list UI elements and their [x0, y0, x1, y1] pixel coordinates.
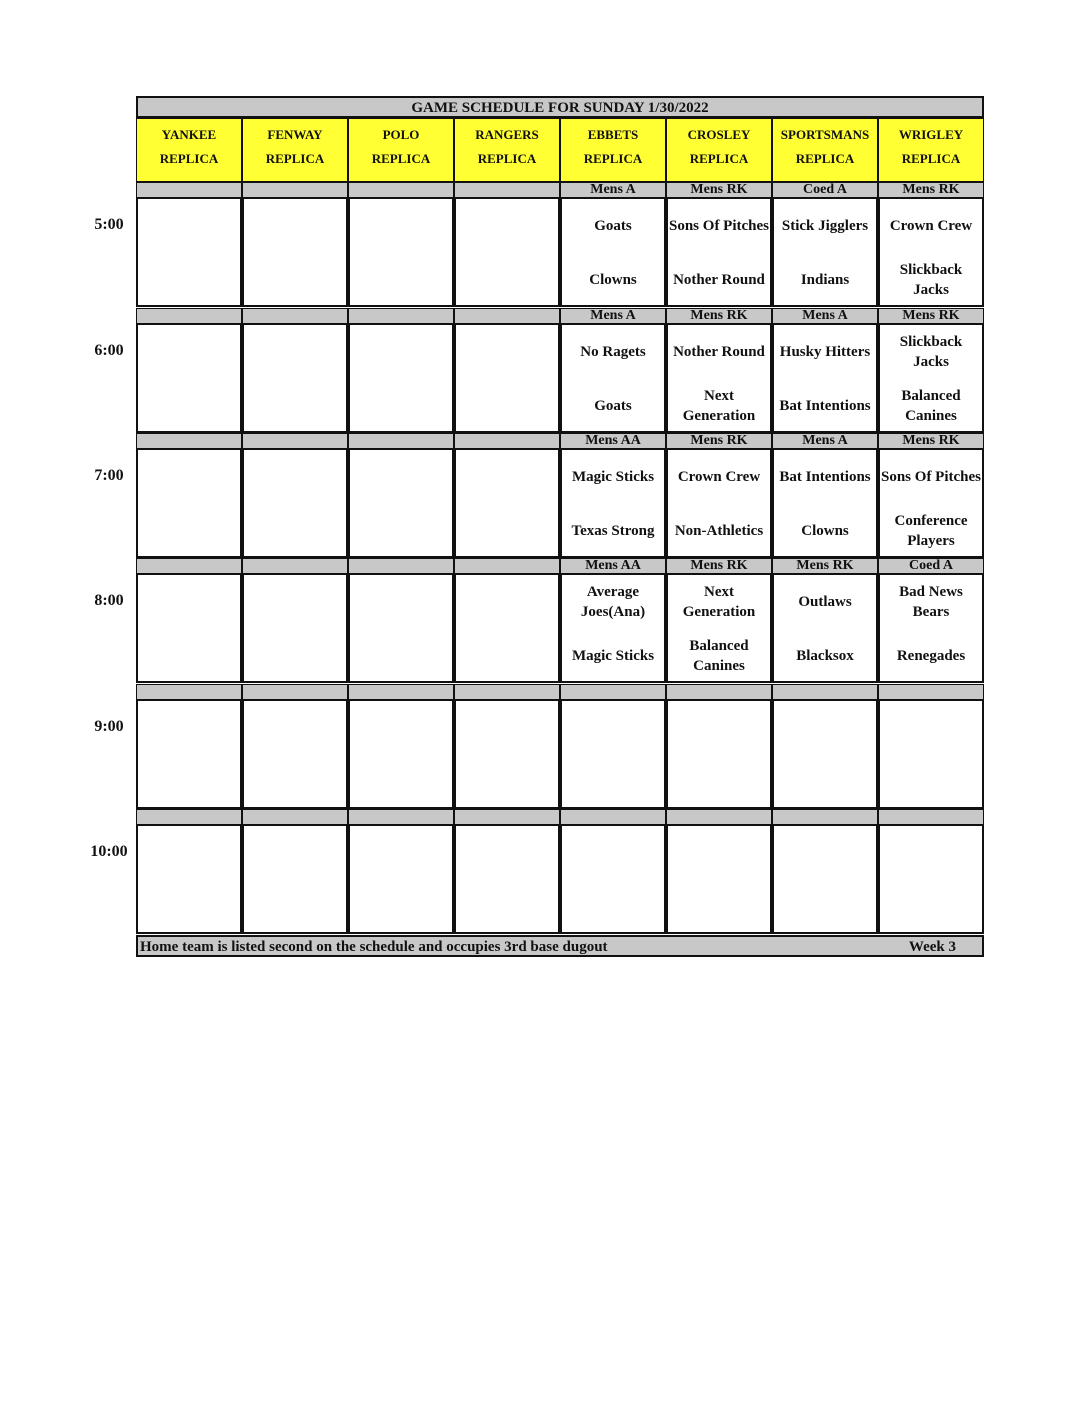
division-label [454, 308, 560, 324]
game-cell [348, 573, 454, 683]
time-label: 9:00 [94, 718, 124, 735]
game-cell [878, 197, 984, 307]
game-cell [348, 699, 454, 809]
field-name: CROSLEY [687, 127, 751, 142]
division-label [348, 182, 454, 198]
division-label [666, 809, 772, 825]
field-header [348, 118, 454, 182]
game-cell [242, 197, 348, 307]
field-subtitle: REPLICA [689, 151, 749, 166]
field-subtitle: REPLICA [371, 151, 431, 166]
schedule-title: GAME SCHEDULE FOR SUNDAY 1/30/2022 [136, 96, 984, 118]
division-label [242, 558, 348, 574]
footer-note: Home team is listed second on the schedule and occupies 3rd base dugout [140, 939, 608, 955]
game-cell [560, 699, 666, 809]
game-cell [560, 448, 666, 558]
away-team: Bad News Bears [899, 584, 963, 620]
field-subtitle: REPLICA [159, 151, 219, 166]
away-team: Outlaws [798, 594, 852, 610]
game-cell [772, 323, 878, 433]
game-cell [878, 448, 984, 558]
division-label: Mens RK [878, 433, 984, 449]
game-cell [242, 824, 348, 934]
game-cell [136, 197, 242, 307]
away-team: Crown Crew [677, 469, 761, 485]
time-label: 10:00 [90, 843, 128, 860]
division-label: Mens A [560, 308, 666, 324]
game-cell [666, 699, 772, 809]
division-label [348, 558, 454, 574]
division-label [242, 684, 348, 700]
division-label: Mens RK [772, 558, 878, 574]
home-team: Non-Athletics [674, 523, 764, 539]
field-subtitle: REPLICA [901, 151, 961, 166]
away-team: Average Joes(Ana) [580, 584, 646, 620]
division-label: Mens RK [666, 558, 772, 574]
division-label: Mens RK [666, 308, 772, 324]
division-label: Mens A [560, 182, 666, 198]
division-label [666, 684, 772, 700]
game-cell [878, 323, 984, 433]
home-team: Slickback Jacks [899, 262, 963, 298]
home-team: Clowns [589, 272, 637, 288]
division-label: Mens A [772, 308, 878, 324]
game-cell [348, 448, 454, 558]
home-team: Balanced Canines [901, 388, 961, 424]
division-label [348, 433, 454, 449]
division-label [242, 182, 348, 198]
game-cell [136, 573, 242, 683]
game-cell [666, 824, 772, 934]
field-name: WRIGLEY [898, 127, 964, 142]
time-label: 6:00 [94, 342, 124, 359]
game-cell [454, 824, 560, 934]
division-label [560, 684, 666, 700]
game-cell [348, 197, 454, 307]
game-cell [772, 699, 878, 809]
field-header [560, 118, 666, 182]
home-team: Nother Round [673, 272, 765, 288]
division-label: Coed A [772, 182, 878, 198]
division-label [454, 684, 560, 700]
field-name: POLO [382, 127, 420, 142]
field-header [878, 118, 984, 182]
away-team: Crown Crew [889, 218, 973, 234]
away-team: Nother Round [673, 344, 765, 360]
field-name: YANKEE [161, 127, 217, 142]
division-label: Mens RK [878, 182, 984, 198]
division-label [348, 684, 454, 700]
game-cell [772, 573, 878, 683]
division-label [454, 809, 560, 825]
game-cell [666, 448, 772, 558]
game-cell [136, 448, 242, 558]
game-cell [878, 699, 984, 809]
game-cell [454, 323, 560, 433]
division-label [772, 809, 878, 825]
home-team: Magic Sticks [571, 648, 655, 664]
field-name: EBBETS [587, 127, 639, 142]
away-team: No Ragets [580, 344, 646, 360]
away-team: Sons Of Pitches [881, 469, 982, 485]
home-team: Next Generation [682, 388, 756, 424]
game-cell [560, 197, 666, 307]
field-subtitle: REPLICA [795, 151, 855, 166]
game-cell [666, 197, 772, 307]
division-label: Mens RK [666, 433, 772, 449]
division-label [136, 809, 242, 825]
division-label [878, 684, 984, 700]
field-name: FENWAY [267, 127, 323, 142]
division-label [878, 809, 984, 825]
home-team: Blacksox [796, 648, 854, 664]
division-label [136, 182, 242, 198]
game-cell [454, 448, 560, 558]
away-team: Slickback Jacks [899, 334, 963, 370]
home-team: Balanced Canines [689, 638, 749, 674]
home-team: Renegades [896, 648, 966, 664]
division-label: Mens AA [560, 433, 666, 449]
game-cell [348, 323, 454, 433]
division-label [454, 433, 560, 449]
away-team: Husky Hitters [779, 344, 871, 360]
game-cell [772, 448, 878, 558]
time-label: 5:00 [94, 216, 124, 233]
game-cell [454, 573, 560, 683]
game-cell [878, 573, 984, 683]
field-header [454, 118, 560, 182]
time-label: 8:00 [94, 592, 124, 609]
field-name: SPORTSMANS [780, 127, 870, 142]
game-cell [136, 824, 242, 934]
division-label: Mens RK [878, 308, 984, 324]
field-header [772, 118, 878, 182]
division-label [136, 433, 242, 449]
division-label [772, 684, 878, 700]
field-subtitle: REPLICA [265, 151, 325, 166]
field-subtitle: REPLICA [477, 151, 537, 166]
away-team: Bat Intentions [779, 469, 871, 485]
division-label [348, 308, 454, 324]
field-header [136, 118, 242, 182]
division-label [136, 308, 242, 324]
division-label: Mens AA [560, 558, 666, 574]
game-cell [560, 573, 666, 683]
game-cell [136, 699, 242, 809]
division-label [136, 558, 242, 574]
game-cell [454, 197, 560, 307]
home-team: Clowns [801, 523, 849, 539]
division-label [242, 809, 348, 825]
game-cell [666, 323, 772, 433]
game-cell [242, 573, 348, 683]
home-team: Goats [594, 398, 632, 414]
away-team: Goats [594, 218, 632, 234]
field-name: RANGERS [475, 127, 539, 142]
time-label: 7:00 [94, 467, 124, 484]
division-label [454, 182, 560, 198]
game-cell [772, 824, 878, 934]
schedule-footer [136, 935, 984, 957]
away-team: Stick Jigglers [781, 218, 869, 234]
game-cell [242, 323, 348, 433]
field-subtitle: REPLICA [583, 151, 643, 166]
division-label: Mens RK [666, 182, 772, 198]
home-team: Conference Players [894, 513, 968, 549]
game-cell [666, 573, 772, 683]
field-header [666, 118, 772, 182]
division-label [560, 809, 666, 825]
game-cell [560, 824, 666, 934]
home-team: Texas Strong [571, 523, 655, 539]
division-label [348, 809, 454, 825]
home-team: Indians [800, 272, 850, 288]
week-label: Week 3 [908, 939, 956, 955]
division-label [136, 684, 242, 700]
field-header [242, 118, 348, 182]
game-cell [242, 448, 348, 558]
division-label [454, 558, 560, 574]
game-cell [136, 323, 242, 433]
division-label [242, 433, 348, 449]
game-cell [242, 699, 348, 809]
away-team: Next Generation [682, 584, 756, 620]
division-label: Coed A [878, 558, 984, 574]
game-cell [878, 824, 984, 934]
division-label [242, 308, 348, 324]
game-cell [772, 197, 878, 307]
home-team: Bat Intentions [779, 398, 871, 414]
division-label: Mens A [772, 433, 878, 449]
game-cell [348, 824, 454, 934]
away-team: Magic Sticks [571, 469, 655, 485]
game-cell [454, 699, 560, 809]
away-team: Sons Of Pitches [669, 218, 770, 234]
game-cell [560, 323, 666, 433]
